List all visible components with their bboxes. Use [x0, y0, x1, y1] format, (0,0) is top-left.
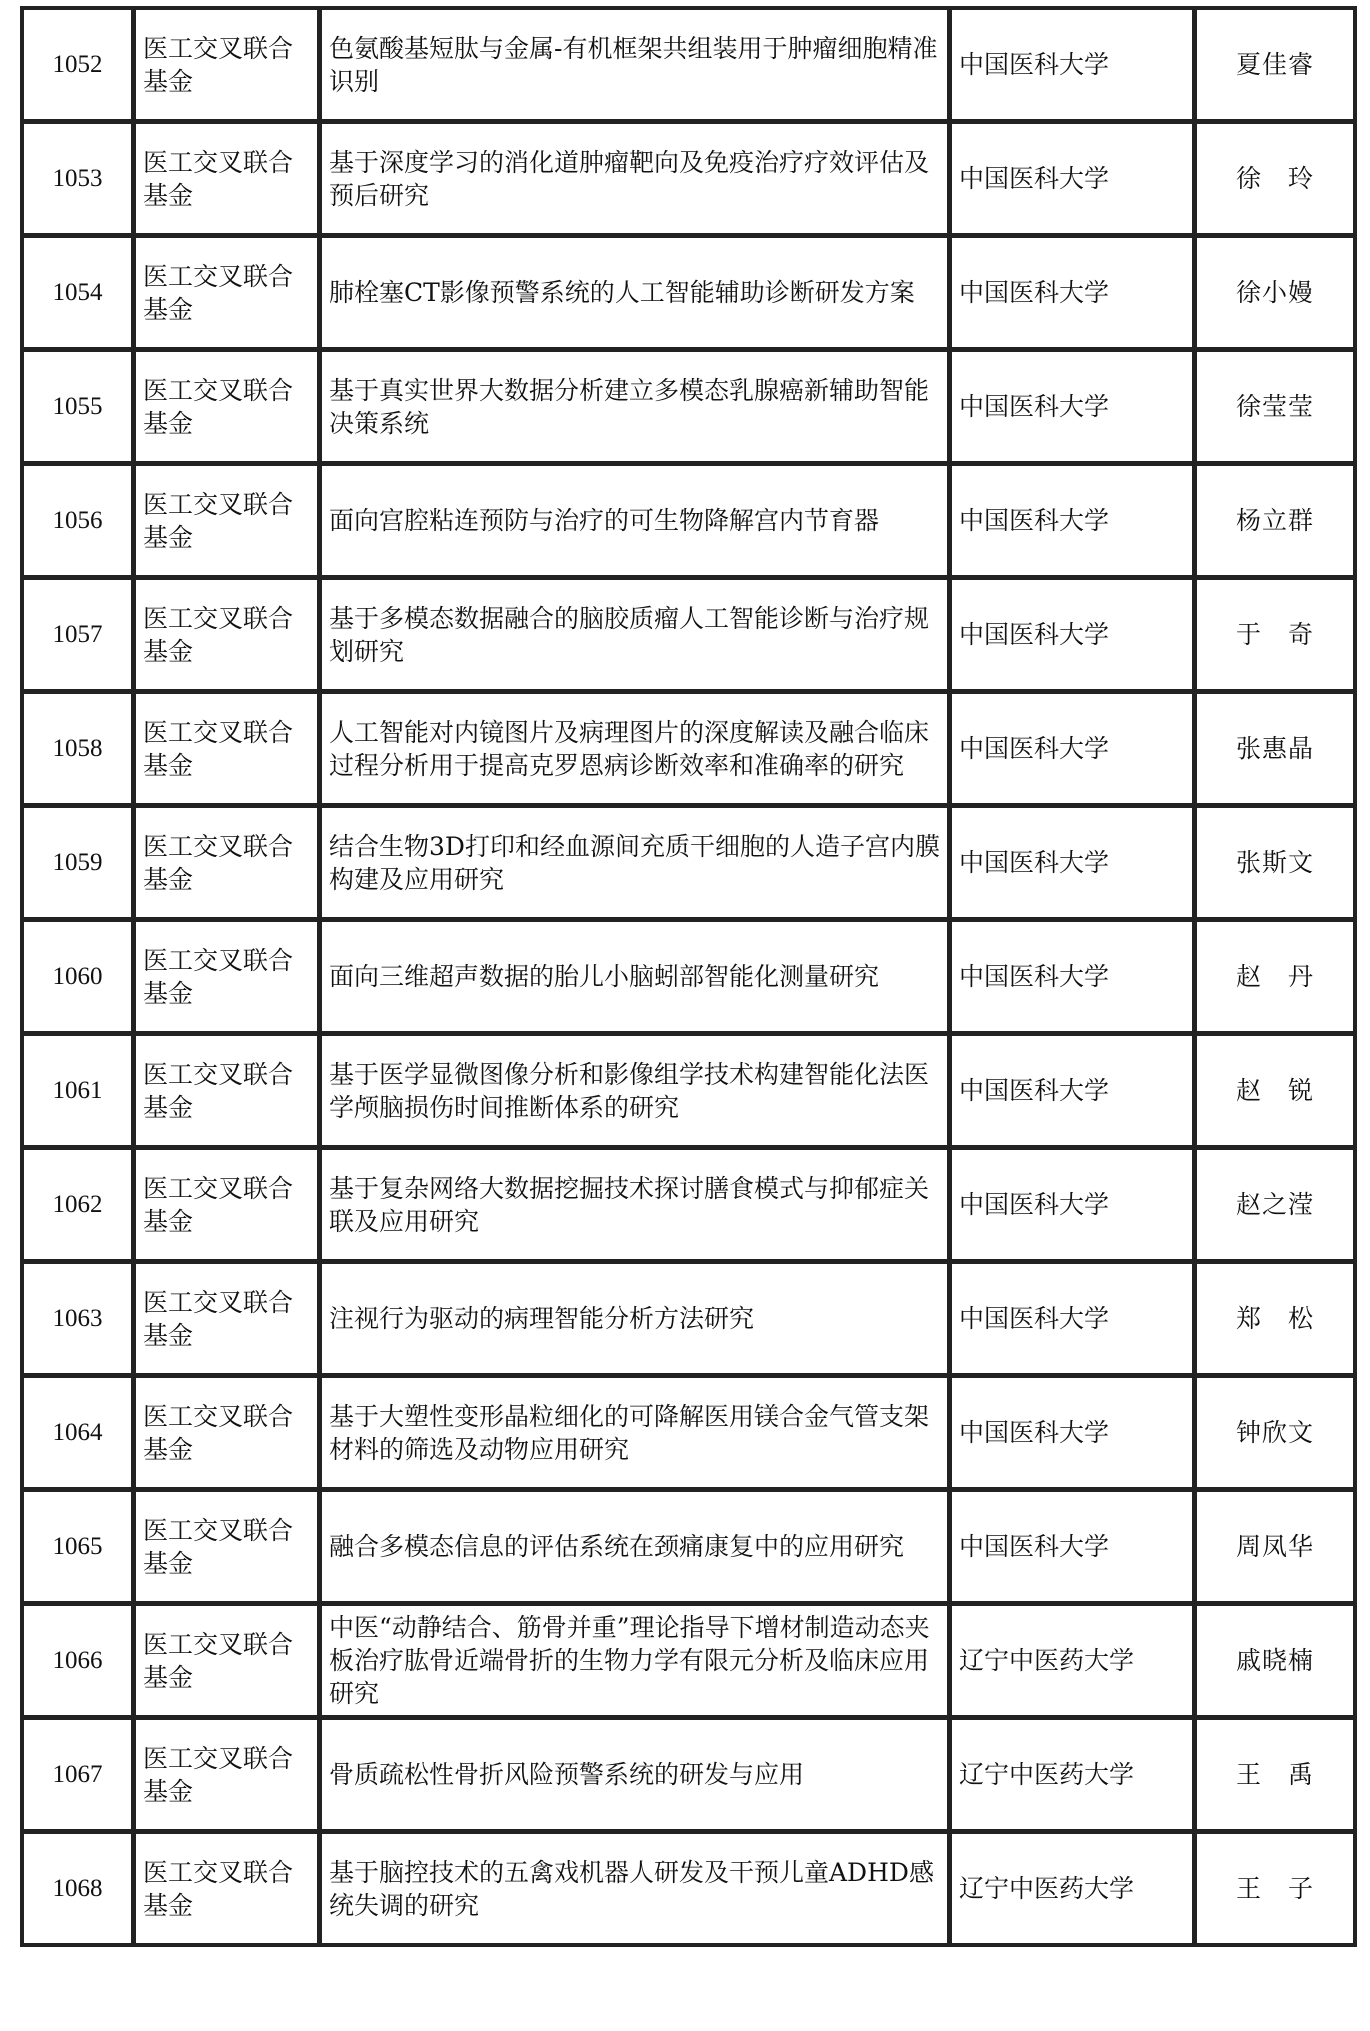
- project-table-body: [23, 9, 1357, 1947]
- principal-investigator: 郑 松: [1196, 1263, 1357, 1377]
- table-row: [23, 237, 1357, 351]
- fund-type: 医工交叉联合基金: [135, 693, 321, 807]
- project-title: 人工智能对内镜图片及病理图片的深度解读及融合临床过程分析用于提高克罗恩病诊断效率和准确率的研究: [321, 693, 951, 807]
- table-row: [23, 921, 1357, 1035]
- institution: 中国医科大学: [951, 1149, 1196, 1263]
- project-title: 面向宫腔粘连预防与治疗的可生物降解宫内节育器: [321, 465, 951, 579]
- fund-type: 医工交叉联合基金: [135, 1149, 321, 1263]
- fund-type: 医工交叉联合基金: [135, 579, 321, 693]
- project-number: 1064: [23, 1377, 135, 1491]
- table-row: [23, 1491, 1357, 1605]
- principal-investigator: 王 子: [1196, 1833, 1357, 1947]
- fund-type: 医工交叉联合基金: [135, 237, 321, 351]
- principal-investigator: 周凤华: [1196, 1491, 1357, 1605]
- fund-type: 医工交叉联合基金: [135, 1377, 321, 1491]
- institution: 中国医科大学: [951, 9, 1196, 123]
- table-row: [23, 1719, 1357, 1833]
- project-title: 基于深度学习的消化道肿瘤靶向及免疫治疗疗效评估及预后研究: [321, 123, 951, 237]
- institution: 中国医科大学: [951, 1491, 1196, 1605]
- table-row: [23, 1035, 1357, 1149]
- fund-type: 医工交叉联合基金: [135, 921, 321, 1035]
- project-title: 肺栓塞CT影像预警系统的人工智能辅助诊断研发方案: [321, 237, 951, 351]
- institution: 中国医科大学: [951, 693, 1196, 807]
- institution: 中国医科大学: [951, 1035, 1196, 1149]
- project-title: 基于大塑性变形晶粒细化的可降解医用镁合金气管支架材料的筛选及动物应用研究: [321, 1377, 951, 1491]
- project-number: 1057: [23, 579, 135, 693]
- project-number: 1065: [23, 1491, 135, 1605]
- table-row: [23, 579, 1357, 693]
- project-title: 融合多模态信息的评估系统在颈痛康复中的应用研究: [321, 1491, 951, 1605]
- table-row: [23, 351, 1357, 465]
- institution: 中国医科大学: [951, 1377, 1196, 1491]
- principal-investigator: 夏佳睿: [1196, 9, 1357, 123]
- fund-type: 医工交叉联合基金: [135, 1605, 321, 1719]
- principal-investigator: 钟欣文: [1196, 1377, 1357, 1491]
- institution: 中国医科大学: [951, 1263, 1196, 1377]
- institution: 辽宁中医药大学: [951, 1605, 1196, 1719]
- fund-type: 医工交叉联合基金: [135, 1035, 321, 1149]
- table-row: [23, 1605, 1357, 1719]
- project-number: 1055: [23, 351, 135, 465]
- fund-type: 医工交叉联合基金: [135, 123, 321, 237]
- table-row: [23, 1833, 1357, 1947]
- project-number: 1063: [23, 1263, 135, 1377]
- project-number: 1052: [23, 9, 135, 123]
- principal-investigator: 徐小嫚: [1196, 237, 1357, 351]
- fund-type: 医工交叉联合基金: [135, 9, 321, 123]
- principal-investigator: 王 禹: [1196, 1719, 1357, 1833]
- table-row: [23, 9, 1357, 123]
- fund-type: 医工交叉联合基金: [135, 351, 321, 465]
- institution: 辽宁中医药大学: [951, 1719, 1196, 1833]
- project-title: 基于脑控技术的五禽戏机器人研发及干预儿童ADHD感统失调的研究: [321, 1833, 951, 1947]
- principal-investigator: 于 奇: [1196, 579, 1357, 693]
- project-number: 1056: [23, 465, 135, 579]
- project-title: 结合生物3D打印和经血源间充质干细胞的人造子宫内膜构建及应用研究: [321, 807, 951, 921]
- project-number: 1060: [23, 921, 135, 1035]
- fund-type: 医工交叉联合基金: [135, 465, 321, 579]
- fund-type: 医工交叉联合基金: [135, 1833, 321, 1947]
- project-number: 1067: [23, 1719, 135, 1833]
- project-title: 色氨酸基短肽与金属-有机框架共组装用于肿瘤细胞精准识别: [321, 9, 951, 123]
- project-title: 中医“动静结合、筋骨并重”理论指导下增材制造动态夹板治疗肱骨近端骨折的生物力学有限元分析及临床应用研究: [321, 1605, 951, 1719]
- project-number: 1059: [23, 807, 135, 921]
- project-title: 基于多模态数据融合的脑胶质瘤人工智能诊断与治疗规划研究: [321, 579, 951, 693]
- fund-type: 医工交叉联合基金: [135, 1719, 321, 1833]
- table-row: [23, 1149, 1357, 1263]
- project-number: 1068: [23, 1833, 135, 1947]
- fund-type: 医工交叉联合基金: [135, 1263, 321, 1377]
- institution: 中国医科大学: [951, 579, 1196, 693]
- project-number: 1066: [23, 1605, 135, 1719]
- institution: 中国医科大学: [951, 237, 1196, 351]
- fund-type: 医工交叉联合基金: [135, 807, 321, 921]
- principal-investigator: 徐 玲: [1196, 123, 1357, 237]
- institution: 辽宁中医药大学: [951, 1833, 1196, 1947]
- project-title: 基于复杂网络大数据挖掘技术探讨膳食模式与抑郁症关联及应用研究: [321, 1149, 951, 1263]
- table-row: [23, 123, 1357, 237]
- project-number: 1053: [23, 123, 135, 237]
- principal-investigator: 徐莹莹: [1196, 351, 1357, 465]
- table-row: [23, 465, 1357, 579]
- project-title: 基于医学显微图像分析和影像组学技术构建智能化法医学颅脑损伤时间推断体系的研究: [321, 1035, 951, 1149]
- principal-investigator: 赵之滢: [1196, 1149, 1357, 1263]
- project-title: 基于真实世界大数据分析建立多模态乳腺癌新辅助智能决策系统: [321, 351, 951, 465]
- principal-investigator: 张惠晶: [1196, 693, 1357, 807]
- project-title: 注视行为驱动的病理智能分析方法研究: [321, 1263, 951, 1377]
- project-list-page: [20, 6, 1354, 1947]
- principal-investigator: 戚晓楠: [1196, 1605, 1357, 1719]
- principal-investigator: 张斯文: [1196, 807, 1357, 921]
- institution: 中国医科大学: [951, 351, 1196, 465]
- principal-investigator: 赵 丹: [1196, 921, 1357, 1035]
- project-table: [20, 6, 1357, 1947]
- principal-investigator: 杨立群: [1196, 465, 1357, 579]
- table-row: [23, 693, 1357, 807]
- project-number: 1058: [23, 693, 135, 807]
- institution: 中国医科大学: [951, 807, 1196, 921]
- institution: 中国医科大学: [951, 465, 1196, 579]
- table-row: [23, 807, 1357, 921]
- institution: 中国医科大学: [951, 921, 1196, 1035]
- project-number: 1061: [23, 1035, 135, 1149]
- project-number: 1062: [23, 1149, 135, 1263]
- table-row: [23, 1263, 1357, 1377]
- principal-investigator: 赵 锐: [1196, 1035, 1357, 1149]
- project-title: 骨质疏松性骨折风险预警系统的研发与应用: [321, 1719, 951, 1833]
- project-title: 面向三维超声数据的胎儿小脑蚓部智能化测量研究: [321, 921, 951, 1035]
- fund-type: 医工交叉联合基金: [135, 1491, 321, 1605]
- institution: 中国医科大学: [951, 123, 1196, 237]
- project-number: 1054: [23, 237, 135, 351]
- table-row: [23, 1377, 1357, 1491]
